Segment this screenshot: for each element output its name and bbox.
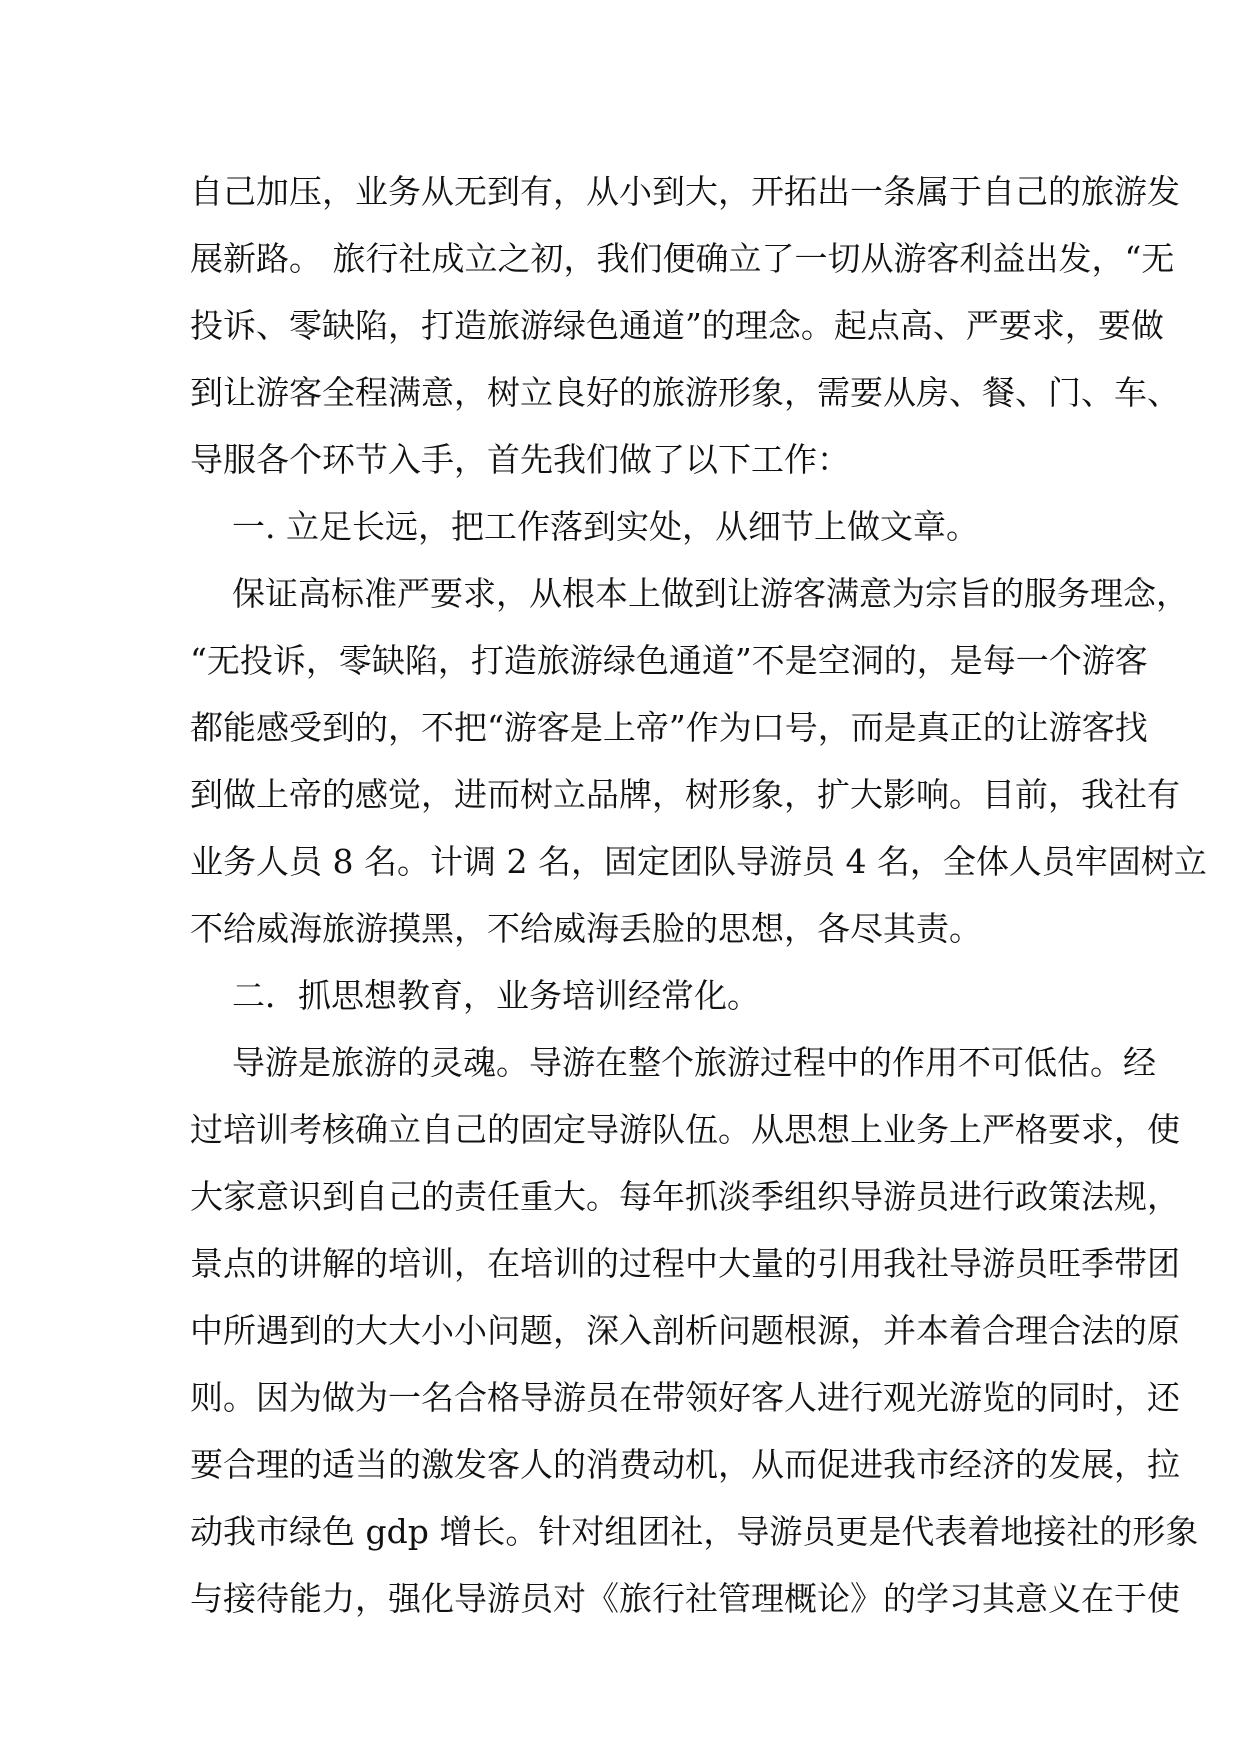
text-line: 投诉、零缺陷，打造旅游绿色通道”的理念。起点高、严要求，要做 bbox=[190, 306, 1164, 345]
section-heading-2: 二．抓思想教育，业务培训经常化。 bbox=[232, 976, 760, 1015]
text-line: 展新路。 旅行社成立之初，我们便确立了一切从游客利益出发，“无 bbox=[190, 239, 1175, 278]
text-line: 与接待能力，强化导游员对《旅行社管理概论》的学习其意义在于使 bbox=[190, 1579, 1180, 1618]
text-line: “无投诉，零缺陷，打造旅游绿色通道”不是空洞的，是每一个游客 bbox=[190, 641, 1148, 680]
text-line: 景点的讲解的培训，在培训的过程中大量的引用我社导游员旺季带团 bbox=[190, 1244, 1180, 1283]
text-line: 要合理的适当的激发客人的消费动机，从而促进我市经济的发展，拉 bbox=[190, 1445, 1180, 1484]
text-line: 大家意识到自己的责任重大。每年抓淡季组织导游员进行政策法规， bbox=[190, 1177, 1180, 1216]
text-line: 到做上帝的感觉，进而树立品牌，树形象，扩大影响。目前，我社有 bbox=[190, 775, 1180, 814]
paragraph-guide-training bbox=[190, 1029, 1199, 1632]
text-line: 中所遇到的大大小小问题，深入剖析问题根源，并本着合理合法的原 bbox=[190, 1311, 1180, 1350]
text-line: 自己加压，业务从无到有，从小到大，开拓出一条属于自己的旅游发 bbox=[190, 172, 1180, 211]
text-line: 业务人员 8 名。计调 2 名，固定团队导游员 4 名，全体人员牢固树立 bbox=[190, 842, 1207, 881]
text-line: 导游是旅游的灵魂。导游在整个旅游过程中的作用不可低估。经 bbox=[232, 1043, 1156, 1082]
text-line: 到让游客全程满意，树立良好的旅游形象，需要从房、餐、门、车、 bbox=[190, 373, 1180, 412]
text-line: 则。因为做为一名合格导游员在带领好客人进行观光游览的同时，还 bbox=[190, 1378, 1180, 1417]
text-line: 都能感受到的，不把“游客是上帝”作为口号，而是真正的让游客找 bbox=[190, 708, 1148, 747]
text-line: 不给威海旅游摸黑，不给威海丢脸的思想，各尽其责。 bbox=[190, 909, 982, 948]
text-line: 动我市绿色 gdp 增长。针对组团社，导游员更是代表着地接社的形象 bbox=[190, 1512, 1199, 1551]
section-heading-1: 一. 立足长远，把工作落到实处，从细节上做文章。 bbox=[232, 507, 979, 546]
text-line: 保证高标准严要求，从根本上做到让游客满意为宗旨的服务理念， bbox=[232, 574, 1189, 613]
text-line: 导服各个环节入手，首先我们做了以下工作： bbox=[190, 440, 850, 479]
document-body bbox=[190, 158, 1207, 1632]
paragraph-service-standards bbox=[190, 560, 1207, 962]
text-line: 过培训考核确立自己的固定导游队伍。从思想上业务上严格要求，使 bbox=[190, 1110, 1180, 1149]
paragraph-intro bbox=[190, 158, 1180, 493]
